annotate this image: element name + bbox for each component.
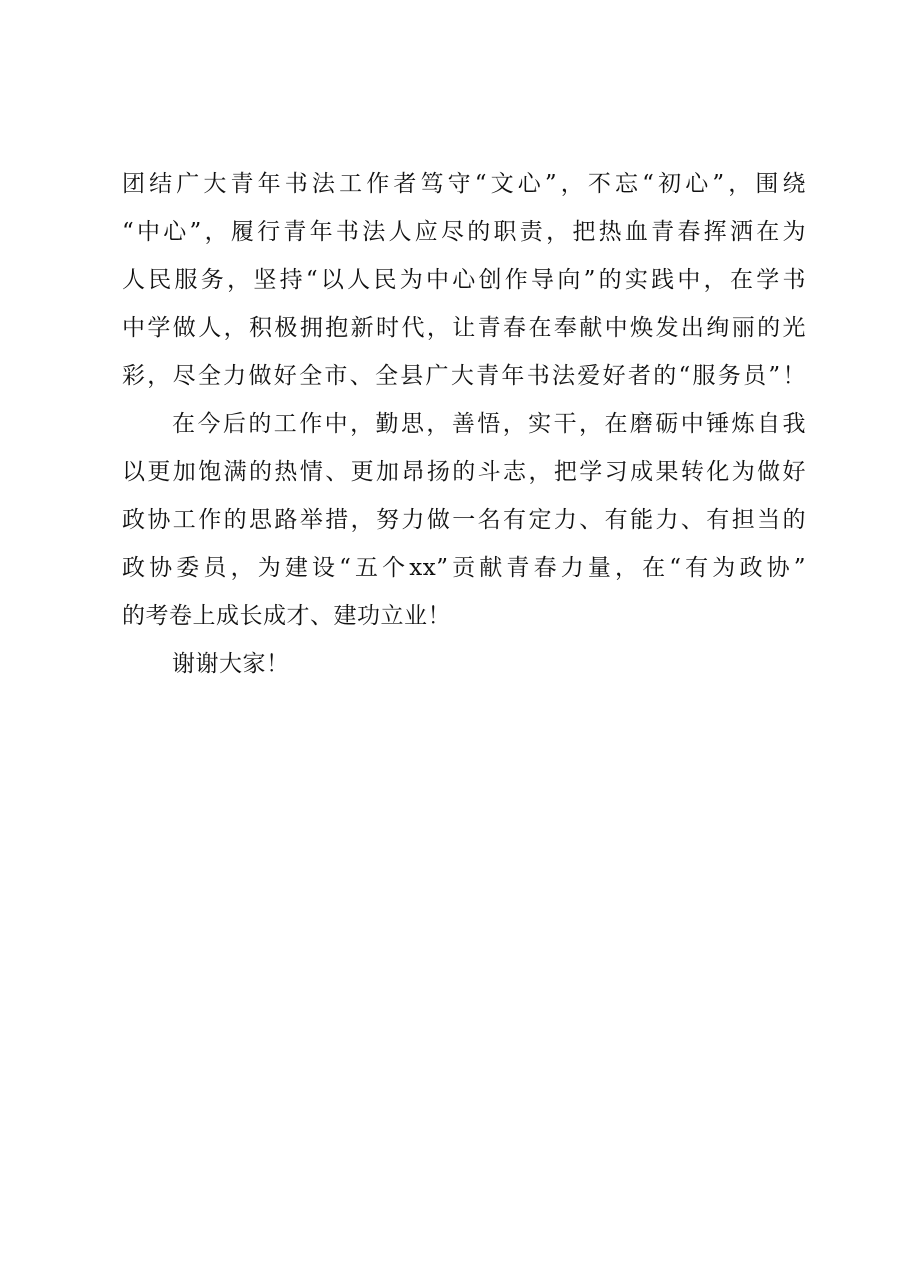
paragraph-2: [122, 400, 806, 640]
paragraph-line: 的考卷上成长成才、建功立业！: [122, 603, 451, 629]
paragraph-line: “中心”，履行青年书法人应尽的职责，把热血青春挥洒在为: [122, 219, 806, 245]
paragraph-line: 彩，尽全力做好全市、全县广大青年书法爱好者的“服务员”！: [122, 363, 806, 389]
paragraph-line: 人民服务，坚持“以人民为中心创作导向”的实践中，在学书: [122, 267, 806, 293]
paragraph-line: 团结广大青年书法工作者笃守“文心”，不忘“初心”，围绕: [122, 171, 806, 197]
paragraph-line: 政协委员，为建设“五个xx”贡献青春力量，在“有为政协”: [122, 555, 806, 581]
paragraph-3: [122, 640, 806, 688]
document-body: [122, 160, 806, 688]
paragraph-line: 以更加饱满的热情、更加昂扬的斗志，把学习成果转化为做好: [122, 459, 806, 485]
closing-line: 谢谢大家！: [172, 651, 290, 677]
paragraph-line: 在今后的工作中，勤思，善悟，实干，在磨砺中锤炼自我: [172, 411, 806, 437]
paragraph-1: [122, 160, 806, 400]
paragraph-line: 中学做人，积极拥抱新时代，让青春在奉献中焕发出绚丽的光: [122, 315, 806, 341]
paragraph-line: 政协工作的思路举措，努力做一名有定力、有能力、有担当的: [122, 507, 806, 533]
